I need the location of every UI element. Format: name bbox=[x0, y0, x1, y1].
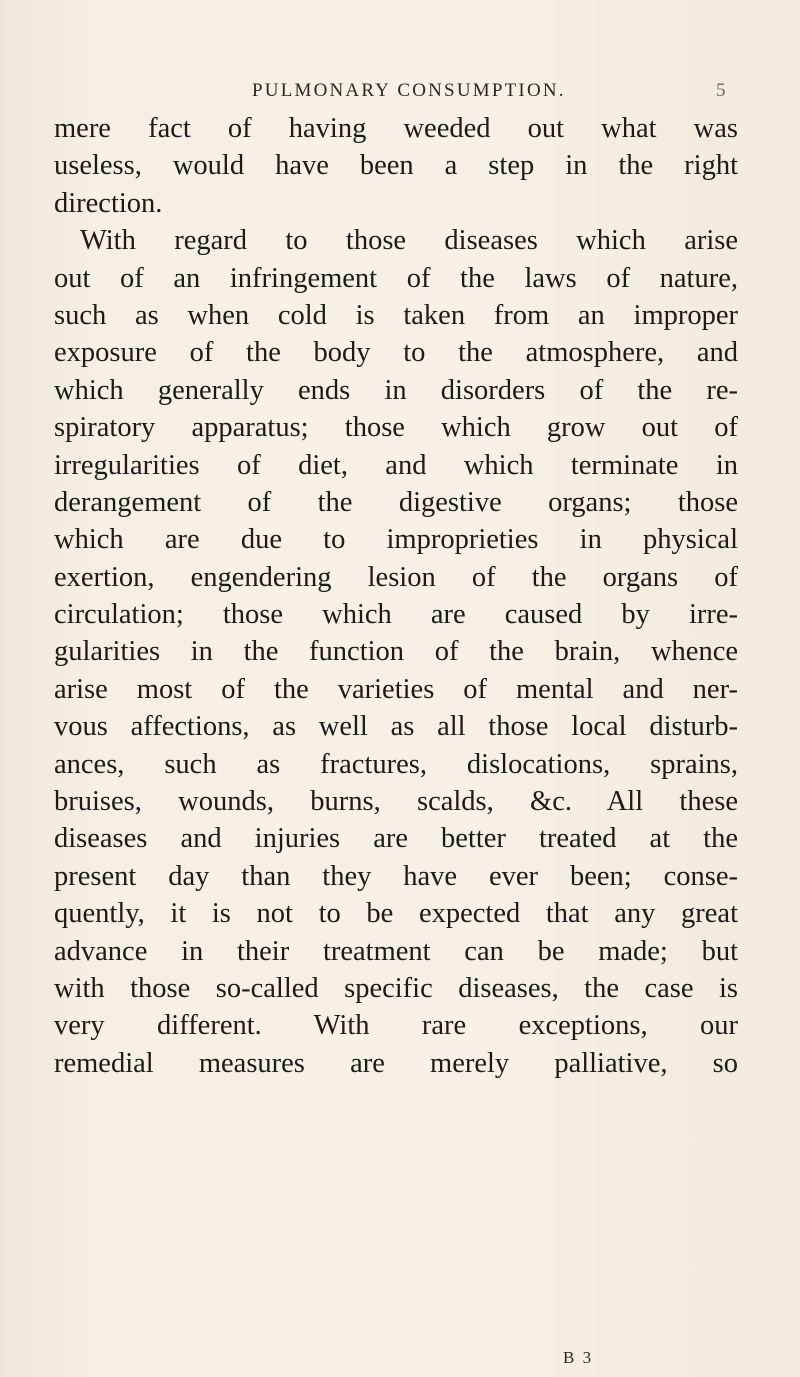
text-line: very different. With rare exceptions, our bbox=[54, 1010, 738, 1042]
paragraph-first-line: With regard to those diseases which arise bbox=[80, 225, 738, 257]
text-line: diseases and injuries are better treated at the bbox=[54, 823, 738, 855]
text-line: present day than they have ever been; conse- bbox=[54, 860, 738, 892]
text-line: quently, it is not to be expected that any great bbox=[54, 898, 738, 930]
text-line: with those so-called specific diseases, the case is bbox=[54, 972, 738, 1004]
text-line: bruises, wounds, burns, scalds, &c. All these bbox=[54, 786, 738, 818]
text-line: exposure of the body to the atmosphere, and bbox=[54, 337, 738, 369]
text-line: advance in their treatment can be made; but bbox=[54, 935, 738, 967]
text-line: circulation; those which are caused by irre- bbox=[54, 599, 738, 631]
page-number: 5 bbox=[716, 80, 726, 101]
text-line: such as when cold is taken from an improper bbox=[54, 299, 738, 331]
text-line: arise most of the varieties of mental and ner- bbox=[54, 673, 738, 705]
text-line: which generally ends in disorders of the re- bbox=[54, 374, 738, 406]
text-line: useless, would have been a step in the right bbox=[54, 150, 738, 182]
running-head bbox=[0, 80, 800, 110]
running-title: PULMONARY CONSUMPTION. bbox=[252, 80, 566, 101]
text-line: direction. bbox=[54, 187, 163, 219]
text-line: remedial measures are merely palliative, so bbox=[54, 1047, 738, 1079]
text-line: mere fact of having weeded out what was bbox=[54, 113, 738, 144]
text-line: irregularities of diet, and which terminate in bbox=[54, 449, 738, 481]
text-line: ances, such as fractures, dislocations, sprains, bbox=[54, 748, 738, 780]
text-line: which are due to improprieties in physical bbox=[54, 524, 738, 556]
text-line: vous affections, as well as all those local disturb- bbox=[54, 711, 738, 743]
text-line: exertion, engendering lesion of the organs of bbox=[54, 561, 738, 593]
body-text bbox=[54, 110, 738, 1082]
text-line: gularities in the function of the brain, whence bbox=[54, 636, 738, 668]
text-line: out of an infringement of the laws of nature, bbox=[54, 262, 738, 294]
text-line: spiratory apparatus; those which grow out of bbox=[54, 412, 738, 444]
signature-mark: B 3 bbox=[563, 1348, 594, 1367]
text-line: derangement of the digestive organs; those bbox=[54, 486, 738, 518]
